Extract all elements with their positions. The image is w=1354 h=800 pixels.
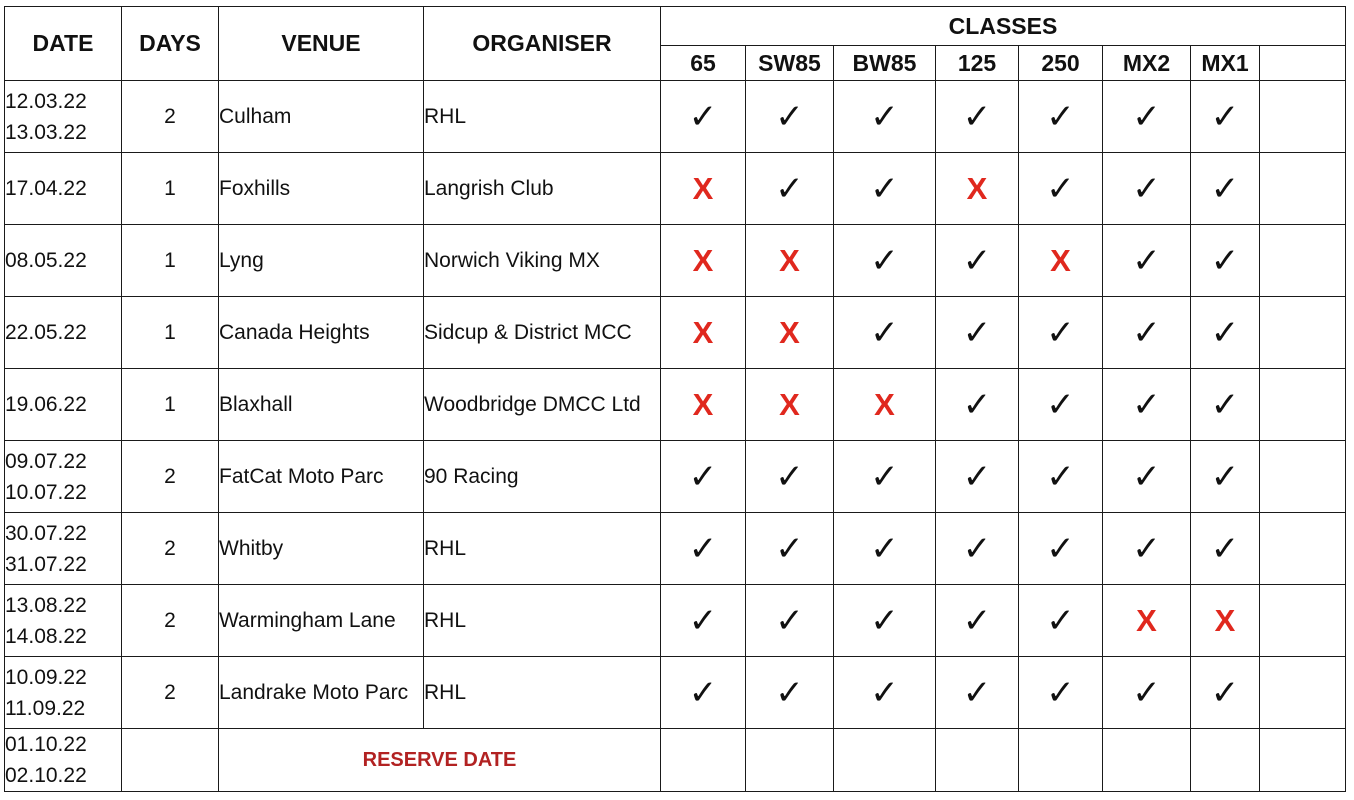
cross-mark-icon: X — [779, 242, 800, 278]
class-status-cell — [936, 81, 1019, 153]
class-header-bw85: BW85 — [834, 46, 936, 81]
class-status-cell — [1019, 657, 1103, 729]
class-status-cell — [936, 729, 1019, 792]
class-status-cell — [661, 297, 746, 369]
cross-mark-icon: X — [692, 242, 714, 278]
event-row — [5, 441, 1346, 513]
class-status-cell — [1103, 369, 1191, 441]
organiser-cell: Norwich Viking MX — [424, 225, 661, 297]
class-status-cell — [746, 441, 834, 513]
class-status-cell — [1191, 513, 1260, 585]
venue-cell: Landrake Moto Parc — [219, 657, 424, 729]
class-status-cell — [1260, 657, 1346, 729]
date-cell — [5, 657, 122, 729]
date-text: 13.03.22 — [5, 120, 87, 144]
class-status-cell — [746, 153, 834, 225]
date-cell — [5, 225, 122, 297]
class-status-cell — [661, 369, 746, 441]
days-cell: 2 — [122, 81, 219, 153]
class-status-cell — [1103, 657, 1191, 729]
organiser-cell: Sidcup & District MCC — [424, 297, 661, 369]
check-mark-icon: ✓ — [1210, 456, 1240, 497]
cross-mark-icon: X — [692, 170, 714, 206]
class-status-cell — [936, 225, 1019, 297]
class-status-cell — [1191, 657, 1260, 729]
event-row — [5, 225, 1346, 297]
date-text: 11.09.22 — [5, 696, 86, 720]
check-mark-icon: ✓ — [1046, 672, 1075, 713]
class-status-cell — [746, 729, 834, 792]
date-text: 09.07.22 — [5, 449, 87, 473]
date-cell — [5, 441, 122, 513]
class-status-cell — [1103, 513, 1191, 585]
check-mark-icon: ✓ — [775, 600, 804, 641]
date-text: 10.09.22 — [5, 665, 87, 689]
organiser-cell: Woodbridge DMCC Ltd — [424, 369, 661, 441]
class-status-cell — [1191, 369, 1260, 441]
class-status-cell — [834, 657, 936, 729]
date-text: 14.08.22 — [5, 624, 87, 648]
class-status-cell — [746, 225, 834, 297]
date-text: 31.07.22 — [5, 552, 87, 576]
class-status-cell — [661, 441, 746, 513]
date-text: 10.07.22 — [5, 480, 87, 504]
date-text: 13.08.22 — [5, 593, 87, 617]
check-mark-icon: ✓ — [962, 96, 992, 137]
check-mark-icon: ✓ — [1132, 312, 1161, 353]
organiser-cell: RHL — [424, 657, 661, 729]
check-mark-icon: ✓ — [1210, 96, 1240, 137]
check-mark-icon: ✓ — [688, 96, 718, 137]
check-mark-icon: ✓ — [1046, 600, 1075, 641]
class-status-cell — [1103, 441, 1191, 513]
date-text: 02.10.22 — [5, 764, 87, 787]
class-header-sw85: SW85 — [746, 46, 834, 81]
check-mark-icon: ✓ — [688, 600, 718, 641]
class-status-cell — [834, 513, 936, 585]
class-status-cell — [1103, 585, 1191, 657]
date-cell — [5, 297, 122, 369]
reserve-row — [5, 729, 1346, 792]
check-mark-icon: ✓ — [1046, 384, 1075, 425]
venue-cell: Warmingham Lane — [219, 585, 424, 657]
class-status-cell — [746, 513, 834, 585]
date-cell — [5, 153, 122, 225]
class-status-cell — [746, 297, 834, 369]
class-status-cell — [661, 585, 746, 657]
class-header-250: 250 — [1019, 46, 1103, 81]
class-status-cell — [661, 153, 746, 225]
check-mark-icon: ✓ — [870, 600, 899, 641]
days-cell: 1 — [122, 369, 219, 441]
check-mark-icon: ✓ — [1132, 672, 1161, 713]
check-mark-icon: ✓ — [1210, 168, 1240, 209]
class-status-cell — [1260, 513, 1346, 585]
check-mark-icon: ✓ — [1210, 312, 1240, 353]
class-status-cell — [1191, 81, 1260, 153]
venue-cell: Foxhills — [219, 153, 424, 225]
event-row — [5, 297, 1346, 369]
class-status-cell — [1260, 297, 1346, 369]
check-mark-icon: ✓ — [1046, 456, 1075, 497]
class-header-65: 65 — [661, 46, 746, 81]
check-mark-icon: ✓ — [1046, 168, 1075, 209]
cross-mark-icon: X — [692, 386, 714, 422]
class-status-cell — [1191, 297, 1260, 369]
class-status-cell — [1260, 153, 1346, 225]
check-mark-icon: ✓ — [870, 456, 899, 497]
check-mark-icon: ✓ — [870, 168, 899, 209]
cross-mark-icon: X — [1136, 602, 1157, 638]
check-mark-icon: ✓ — [775, 168, 804, 209]
cross-mark-icon: X — [966, 170, 988, 206]
check-mark-icon: ✓ — [870, 672, 899, 713]
days-cell: 2 — [122, 441, 219, 513]
class-status-cell — [746, 657, 834, 729]
check-mark-icon: ✓ — [1210, 240, 1240, 281]
check-mark-icon: ✓ — [1132, 240, 1161, 281]
class-status-cell — [661, 657, 746, 729]
class-status-cell — [1103, 153, 1191, 225]
class-status-cell — [936, 657, 1019, 729]
check-mark-icon: ✓ — [1132, 168, 1161, 209]
class-header-125: 125 — [936, 46, 1019, 81]
class-status-cell — [1191, 153, 1260, 225]
event-row — [5, 585, 1346, 657]
class-header-blank — [1260, 46, 1346, 81]
event-rows — [5, 81, 1346, 792]
check-mark-icon: ✓ — [870, 240, 899, 281]
class-status-cell — [1191, 729, 1260, 792]
class-status-cell — [834, 153, 936, 225]
date-cell — [5, 369, 122, 441]
venue-header: VENUE — [219, 7, 424, 81]
class-status-cell — [936, 369, 1019, 441]
event-row — [5, 513, 1346, 585]
date-cell — [5, 585, 122, 657]
check-mark-icon: ✓ — [962, 384, 992, 425]
days-cell: 2 — [122, 657, 219, 729]
class-status-cell — [936, 585, 1019, 657]
class-status-cell — [1019, 585, 1103, 657]
class-status-cell — [834, 729, 936, 792]
check-mark-icon: ✓ — [1046, 312, 1075, 353]
cross-mark-icon: X — [779, 314, 800, 350]
check-mark-icon: ✓ — [1132, 456, 1161, 497]
event-row — [5, 153, 1346, 225]
check-mark-icon: ✓ — [1132, 96, 1161, 137]
days-cell: 2 — [122, 585, 219, 657]
check-mark-icon: ✓ — [962, 672, 992, 713]
organiser-cell: RHL — [424, 585, 661, 657]
check-mark-icon: ✓ — [962, 240, 992, 281]
class-status-cell — [834, 81, 936, 153]
days-cell: 1 — [122, 297, 219, 369]
check-mark-icon: ✓ — [870, 312, 899, 353]
venue-cell: FatCat Moto Parc — [219, 441, 424, 513]
date-text: 12.03.22 — [5, 89, 87, 113]
class-status-cell — [1191, 441, 1260, 513]
event-row — [5, 369, 1346, 441]
organiser-cell: 90 Racing — [424, 441, 661, 513]
check-mark-icon: ✓ — [775, 528, 804, 569]
event-schedule-table — [4, 6, 1346, 792]
class-status-cell — [834, 369, 936, 441]
event-row — [5, 81, 1346, 153]
class-status-cell — [1191, 225, 1260, 297]
venue-cell: Lyng — [219, 225, 424, 297]
class-status-cell — [1019, 225, 1103, 297]
class-status-cell — [1103, 81, 1191, 153]
date-cell — [5, 81, 122, 153]
check-mark-icon: ✓ — [1132, 384, 1161, 425]
check-mark-icon: ✓ — [962, 456, 992, 497]
check-mark-icon: ✓ — [962, 600, 992, 641]
days-cell — [122, 729, 219, 792]
check-mark-icon: ✓ — [688, 528, 718, 569]
check-mark-icon: ✓ — [1210, 672, 1240, 713]
class-status-cell — [1103, 297, 1191, 369]
organiser-cell: Langrish Club — [424, 153, 661, 225]
check-mark-icon: ✓ — [775, 672, 804, 713]
class-status-cell — [1019, 513, 1103, 585]
class-header-mx2: MX2 — [1103, 46, 1191, 81]
cross-mark-icon: X — [692, 314, 714, 350]
date-text: 01.10.22 — [5, 733, 87, 756]
class-status-cell — [834, 297, 936, 369]
class-status-cell — [746, 369, 834, 441]
class-status-cell — [661, 225, 746, 297]
check-mark-icon: ✓ — [962, 312, 992, 353]
class-status-cell — [1260, 585, 1346, 657]
check-mark-icon: ✓ — [775, 456, 804, 497]
class-status-cell — [746, 81, 834, 153]
check-mark-icon: ✓ — [1132, 528, 1161, 569]
cross-mark-icon: X — [779, 386, 800, 422]
venue-cell: Whitby — [219, 513, 424, 585]
class-status-cell — [936, 153, 1019, 225]
class-status-cell — [1260, 369, 1346, 441]
date-cell — [5, 729, 122, 792]
class-status-cell — [1260, 225, 1346, 297]
classes-header: CLASSES — [661, 7, 1346, 46]
organiser-cell: RHL — [424, 81, 661, 153]
check-mark-icon: ✓ — [1210, 384, 1240, 425]
class-status-cell — [661, 729, 746, 792]
class-status-cell — [834, 441, 936, 513]
class-status-cell — [746, 585, 834, 657]
venue-cell: Blaxhall — [219, 369, 424, 441]
date-text: 22.05.22 — [5, 321, 87, 344]
check-mark-icon: ✓ — [1046, 528, 1075, 569]
class-status-cell — [1103, 225, 1191, 297]
date-text: 08.05.22 — [5, 249, 87, 272]
class-status-cell — [1019, 81, 1103, 153]
days-header: DAYS — [122, 7, 219, 81]
class-status-cell — [661, 81, 746, 153]
venue-cell: Culham — [219, 81, 424, 153]
days-cell: 1 — [122, 153, 219, 225]
date-header: DATE — [5, 7, 122, 81]
organiser-cell: RHL — [424, 513, 661, 585]
class-status-cell — [936, 441, 1019, 513]
class-status-cell — [1019, 153, 1103, 225]
class-status-cell — [936, 297, 1019, 369]
check-mark-icon: ✓ — [775, 96, 804, 137]
class-status-cell — [1103, 729, 1191, 792]
class-status-cell — [1019, 729, 1103, 792]
venue-cell: Canada Heights — [219, 297, 424, 369]
class-status-cell — [936, 513, 1019, 585]
class-status-cell — [1019, 441, 1103, 513]
check-mark-icon: ✓ — [688, 672, 718, 713]
organiser-header: ORGANISER — [424, 7, 661, 81]
reserve-date-label: RESERVE DATE — [219, 729, 661, 792]
class-status-cell — [661, 513, 746, 585]
event-row — [5, 657, 1346, 729]
class-status-cell — [1191, 585, 1260, 657]
days-cell: 2 — [122, 513, 219, 585]
check-mark-icon: ✓ — [870, 528, 899, 569]
class-status-cell — [1019, 297, 1103, 369]
class-status-cell — [1260, 441, 1346, 513]
date-text: 30.07.22 — [5, 521, 87, 545]
class-status-cell — [834, 225, 936, 297]
class-status-cell — [1260, 729, 1346, 792]
class-header-mx1: MX1 — [1191, 46, 1260, 81]
class-status-cell — [1260, 81, 1346, 153]
check-mark-icon: ✓ — [1210, 528, 1240, 569]
check-mark-icon: ✓ — [870, 96, 899, 137]
date-text: 17.04.22 — [5, 177, 87, 200]
cross-mark-icon: X — [1214, 602, 1236, 638]
date-cell — [5, 513, 122, 585]
date-text: 19.06.22 — [5, 393, 87, 416]
check-mark-icon: ✓ — [962, 528, 992, 569]
cross-mark-icon: X — [874, 386, 895, 422]
check-mark-icon: ✓ — [1046, 96, 1075, 137]
class-status-cell — [1019, 369, 1103, 441]
days-cell: 1 — [122, 225, 219, 297]
cross-mark-icon: X — [1050, 242, 1071, 278]
check-mark-icon: ✓ — [688, 456, 718, 497]
class-status-cell — [834, 585, 936, 657]
